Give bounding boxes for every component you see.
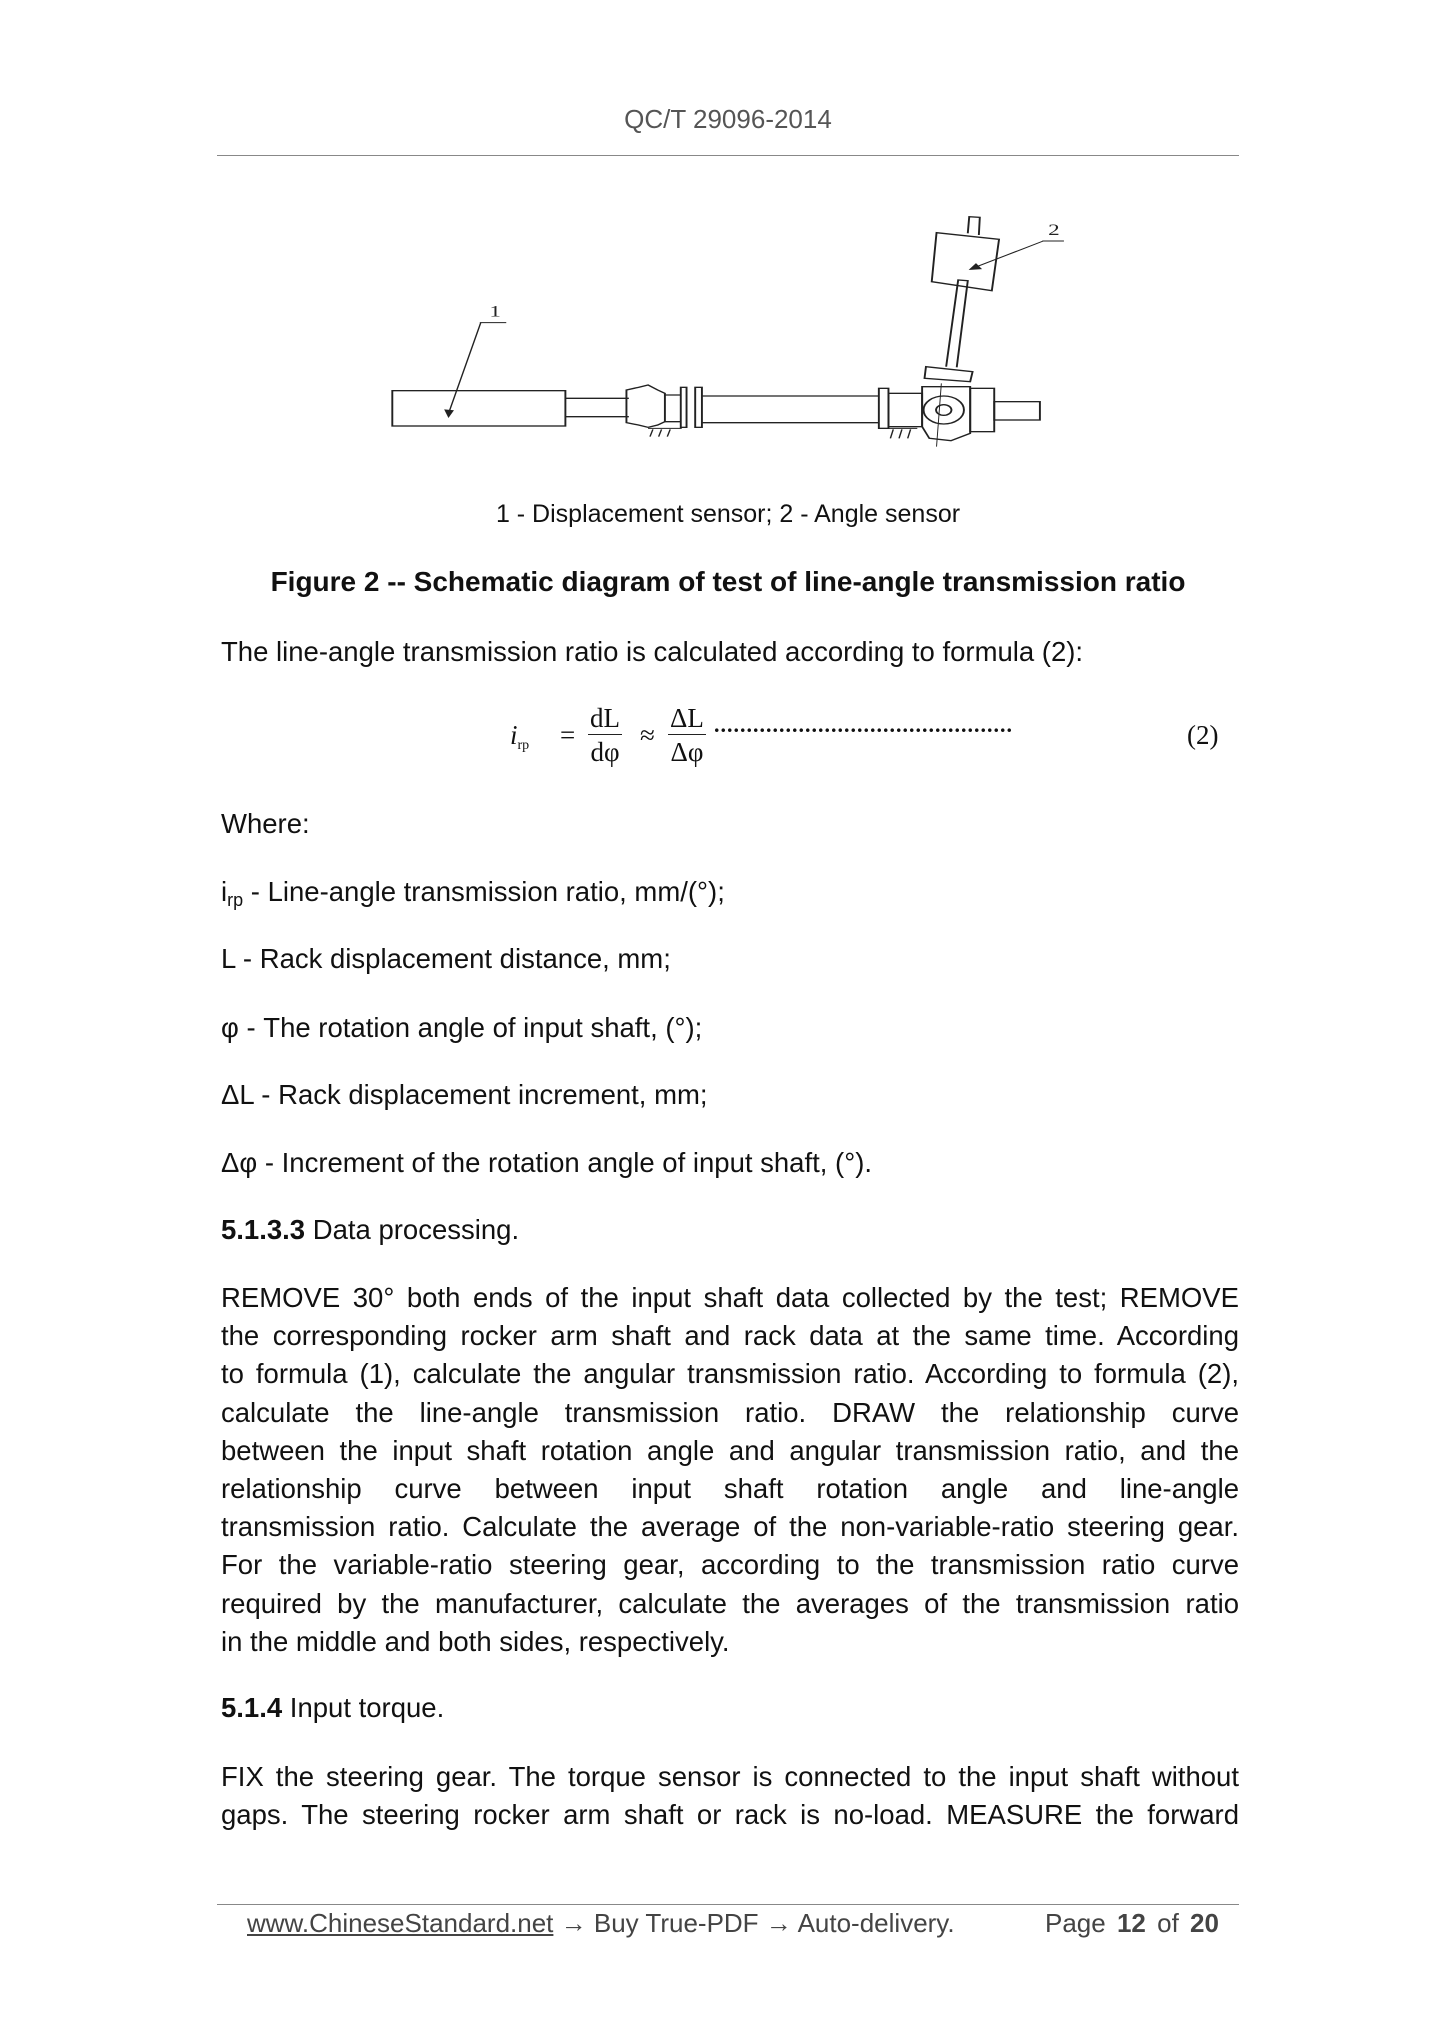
figure-label-1: 1	[489, 302, 501, 321]
where-label: Where:	[221, 808, 310, 839]
section-5-1-4-heading: 5.1.4 Input torque.	[221, 1692, 445, 1723]
formula-leader-dots: ..............................................	[714, 712, 1013, 737]
formula-fraction-increment: $\frac{\Delta L}{\Delta\varphi}$	[670, 703, 704, 767]
footer-divider	[217, 1904, 1239, 1905]
section-5-1-3-3-heading: 5.1.3.3 Data processing.	[221, 1214, 520, 1245]
figure-title: Figure 2 -- Schematic diagram of test of line-angle transmission ratio	[270, 566, 1186, 597]
header-divider	[217, 155, 1239, 156]
paragraph-data-processing: REMOVE 30° both ends of the input shaft data collected by the test; REMOVE the corresponding rocker arm shaft and rack data at the same time. According to formula (1), calculate the angular transmission ratio. According to formula (2), calculate the line-angle transmission ratio. DRAW the relationship curve between the input shaft rotation angle and angular transmission ratio, and the relationship curve between input shaft rotation angle and line-angle transmission ratio. Calculate the average of the non-variable-ratio steering gear. For the variable-ratio steering gear, according to the transmission ratio curve required by the manufacturer, calculate the averages of the transmission ratio in the middle and both sides, respectively.	[221, 1282, 1239, 1657]
formula-approx: ≈	[640, 720, 655, 750]
definition-irp: $i_{rp}$ - Line-angle transmission ratio, mm/(°);	[221, 876, 725, 910]
definition-delta-L: ΔL - Rack displacement increment, mm;	[221, 1079, 708, 1110]
footer-site-link[interactable]: www.ChineseStandard.net	[247, 1908, 554, 1938]
definition-phi: φ - The rotation angle of input shaft, (°);	[221, 1012, 703, 1043]
paragraph-input-torque: FIX the steering gear. The torque sensor is connected to the input shaft without gaps. The steering rocker arm shaft or rack is no-load. MEASURE the forward	[221, 1761, 1239, 1831]
figure-label-2: 2	[1048, 221, 1060, 240]
steering-gear-schematic	[350, 180, 1100, 480]
definition-L: L - Rack displacement distance, mm;	[221, 943, 671, 974]
figure-caption: 1 - Displacement sensor; 2 - Angle sensor	[495, 500, 961, 528]
document-id-header: QC/T 29096-2014	[624, 104, 832, 134]
formula-2	[510, 700, 1235, 776]
formula-number: (2)	[1187, 720, 1219, 750]
definition-delta-phi: Δφ - Increment of the rotation angle of input shaft, (°).	[221, 1147, 872, 1178]
intro-text: The line-angle transmission ratio is calculated according to formula (2):	[221, 636, 1084, 667]
formula-fraction-derivative: $\frac{dL}{d\varphi}$	[590, 703, 620, 767]
footer-promo: www.ChineseStandard.net → Buy True-PDF → Auto-delivery.	[247, 1908, 955, 1938]
footer-page-number: Page 12 of 20	[1045, 1908, 1219, 1938]
formula-lhs: $i_{rp}$	[510, 720, 530, 753]
displacement-sensor-shape	[392, 391, 565, 426]
formula-equals: =	[560, 720, 576, 750]
